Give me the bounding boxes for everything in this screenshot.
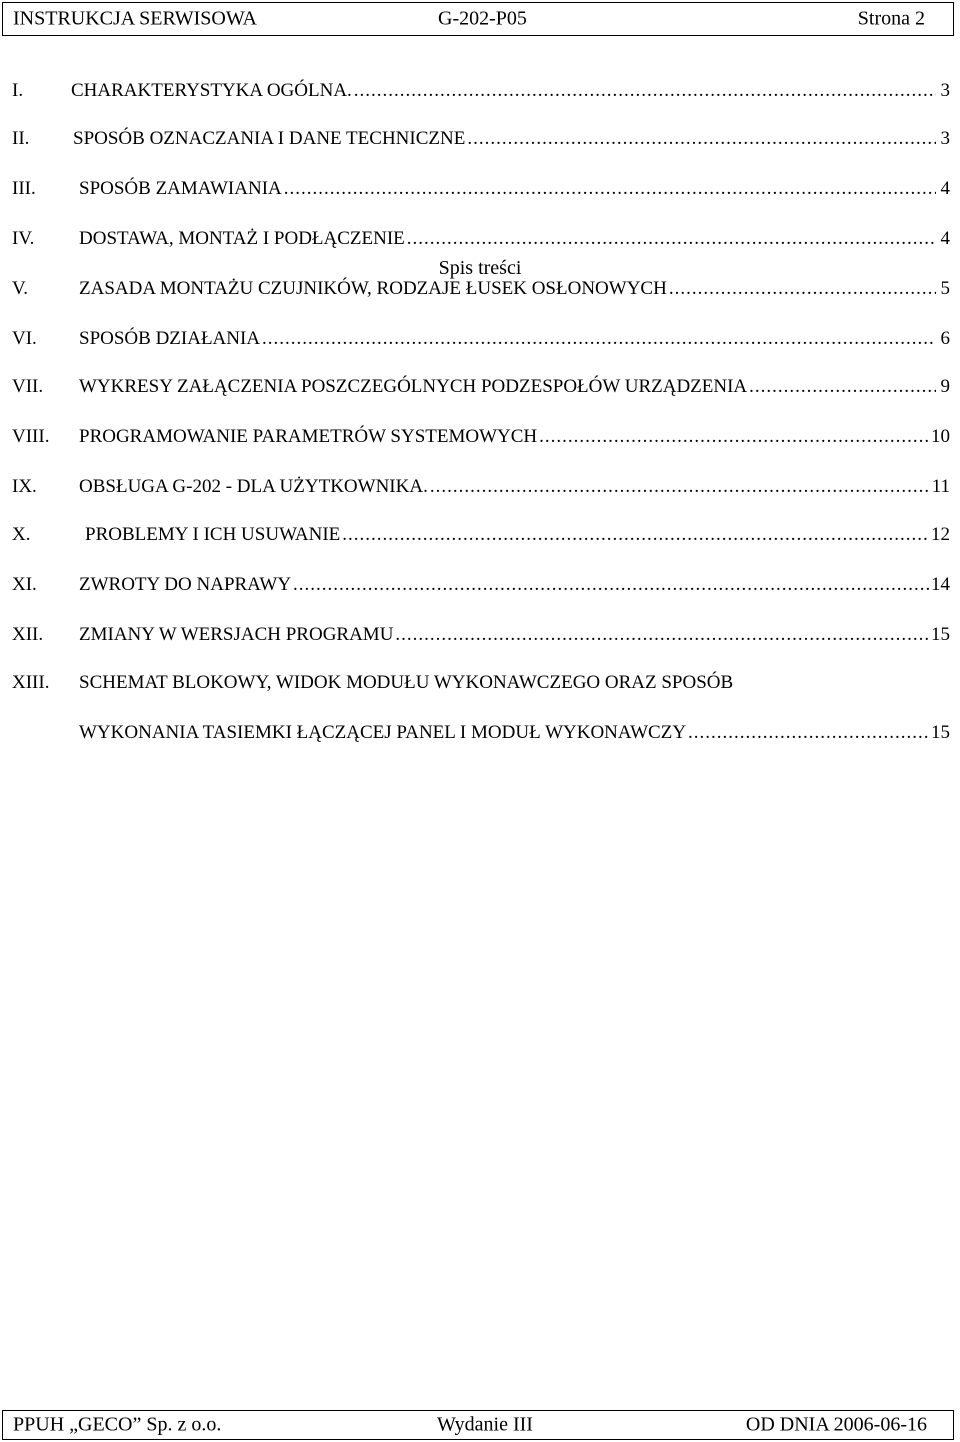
toc-entry-number: IX. [12, 476, 37, 497]
toc-entry-number: I. [12, 80, 24, 101]
toc-entry-number: IV. [12, 228, 35, 249]
toc-entry-title: SPOSÓB OZNACZANIA I DANE TECHNICZNE [73, 128, 466, 149]
toc-dot-leader [395, 622, 929, 648]
footer-effective-date: OD DNIA 2006-06-16 [745, 1413, 927, 1436]
toc-entry-number: VIII. [12, 426, 50, 447]
toc-entry-page: 3 [940, 80, 950, 101]
page-footer [2, 1410, 954, 1440]
toc-entry-page: 3 [940, 128, 950, 149]
header-page-number: Strona 2 [857, 7, 925, 30]
toc-entry-title: SPOSÓB ZAMAWIANIA [79, 178, 282, 199]
toc-entry-page: 4 [940, 178, 950, 199]
toc-entry-title: WYKRESY ZAŁĄCZENIA POSZCZEGÓLNYCH PODZESPOŁÓW URZĄDZENIA [79, 376, 748, 397]
toc-entry-number: VII. [12, 376, 44, 397]
toc-entry-title: ZWROTY DO NAPRAWY [79, 574, 292, 595]
toc-dot-leader [342, 522, 929, 548]
toc-entry-page: 14 [931, 574, 950, 595]
footer-edition: Wydanie III [437, 1413, 533, 1436]
toc-entry-title: CHARAKTERYSTYKA OGÓLNA. [71, 80, 352, 101]
toc-entry-page: 15 [931, 624, 950, 645]
toc-entry-page: 15 [931, 722, 950, 743]
toc-entry[interactable] [12, 226, 950, 252]
toc-dot-leader [749, 374, 936, 400]
toc-entry-title: ZMIANY W WERSJACH PROGRAMU [79, 624, 394, 645]
toc-entry-number: II. [12, 128, 30, 149]
toc-entry-number: XI. [12, 574, 37, 595]
toc-entry[interactable] [12, 474, 950, 500]
page-header [2, 2, 954, 36]
toc-entry-title: ZASADA MONTAŻU CZUJNIKÓW, RODZAJE ŁUSEK OSŁONOWYCH [79, 278, 667, 299]
toc-entry-title: PROGRAMOWANIE PARAMETRÓW SYSTEMOWYCH [79, 426, 538, 447]
toc-dot-leader [354, 78, 936, 104]
toc-dot-leader [284, 176, 936, 202]
toc-entry-page: 6 [940, 328, 950, 349]
toc-entry-page: 12 [931, 524, 950, 545]
toc-entry[interactable] [12, 326, 950, 352]
footer-company-name: PPUH „GECO” Sp. z o.o. [13, 1413, 222, 1436]
toc-dot-leader [262, 326, 936, 352]
toc-dot-leader [539, 424, 929, 450]
toc-entry[interactable] [12, 522, 950, 548]
toc-entry-page: 10 [931, 426, 950, 447]
toc-entry-page: 9 [940, 376, 950, 397]
toc-dot-leader [430, 474, 930, 500]
toc-entry-title: SPOSÓB DZIAŁANIA [79, 328, 261, 349]
toc-dot-leader [688, 720, 929, 746]
toc-entry-title: DOSTAWA, MONTAŻ I PODŁĄCZENIE [79, 228, 405, 249]
toc-entry[interactable] [12, 276, 950, 302]
toc-dot-leader [407, 226, 936, 252]
toc-entry[interactable] [12, 176, 950, 202]
toc-entry-number: III. [12, 178, 36, 199]
toc-entry[interactable] [12, 670, 950, 746]
toc-entry[interactable] [12, 374, 950, 400]
toc-entry-number: XIII. [12, 672, 50, 693]
toc-entry-page: 5 [940, 278, 950, 299]
toc-entry[interactable] [12, 572, 950, 598]
header-document-code: G-202-P05 [438, 7, 527, 30]
header-document-title: INSTRUKCJA SERWISOWA [13, 7, 257, 30]
toc-entry-page: 4 [940, 228, 950, 249]
toc-entry-title: PROBLEMY I ICH USUWANIE [85, 524, 341, 545]
toc-entry-title: OBSŁUGA G-202 - DLA UŻYTKOWNIKA. [79, 476, 428, 497]
toc-entry[interactable] [12, 126, 950, 152]
toc-entry-number: X. [12, 524, 31, 545]
toc-entry-title-line2: WYKONANIA TASIEMKI ŁĄCZĄCEJ PANEL I MODUŁ WYKONAWCZY [79, 722, 687, 743]
toc-dot-leader [669, 276, 936, 302]
toc-entry-page: 11 [931, 476, 950, 497]
toc-dot-leader [293, 572, 929, 598]
toc-entry[interactable] [12, 622, 950, 648]
toc-entry-number: VI. [12, 328, 37, 349]
toc-entry-number: V. [12, 278, 29, 299]
toc-dot-leader [467, 126, 936, 152]
toc-entry[interactable] [12, 78, 950, 104]
toc-entry-title-line1: SCHEMAT BLOKOWY, WIDOK MODUŁU WYKONAWCZEGO ORAZ SPOSÓB [79, 672, 734, 693]
toc-title: Spis treści [438, 257, 522, 279]
toc-entry[interactable] [12, 424, 950, 450]
toc-entry-number: XII. [12, 624, 44, 645]
